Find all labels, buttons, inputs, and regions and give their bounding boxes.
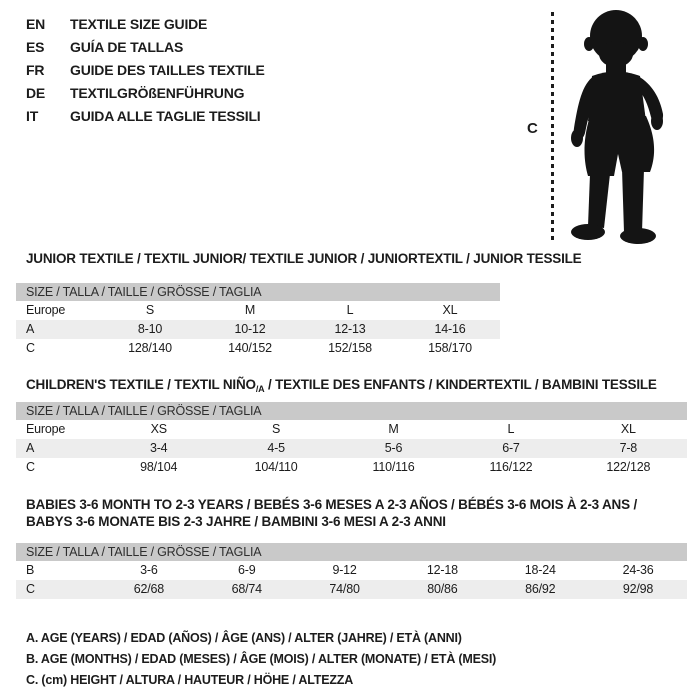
footnote-legend (26, 628, 496, 691)
row-label: C (26, 460, 35, 474)
row-label: Europe (26, 303, 66, 317)
babies-table-title (26, 496, 637, 530)
children-table-title (26, 377, 657, 394)
table-cell: 7-8 (619, 441, 638, 455)
table-cell: 14-16 (434, 322, 466, 336)
row-label: A (26, 322, 35, 336)
babies-size-table (16, 543, 687, 599)
table-row-height (16, 339, 500, 358)
table-row-months (16, 561, 687, 580)
language-title: TEXTILGRÖßENFÜHRUNG (70, 85, 245, 101)
footnote-b: B. AGE (MONTHS) / EDAD (MESES) / ÂGE (MOIS) / ALTER (MONATE) / ETÀ (MESI) (26, 652, 497, 666)
table-cell: 12-18 (426, 563, 458, 577)
size-header-bar: SIZE / TALLA / TAILLE / GRÖSSE / TAGLIA (16, 402, 687, 420)
table-cell: 6-9 (238, 563, 256, 577)
table-cell: 9-12 (332, 563, 357, 577)
title-line-2: BABYS 3-6 MONATE BIS 2-3 JAHRE / BAMBINI 3-6 MESI A 2-3 ANNI (26, 514, 446, 529)
table-row-height (16, 458, 687, 477)
table-cell: 110/116 (372, 460, 415, 474)
table-cell: XL (442, 303, 458, 317)
footnote-a: A. AGE (YEARS) / EDAD (AÑOS) / ÂGE (ANS) / ALTER (JAHRE) / ETÀ (ANNI) (26, 631, 462, 645)
table-cell: 3-6 (140, 563, 158, 577)
language-row-it (26, 105, 265, 128)
table-row-height (16, 580, 687, 599)
height-measure-dashed-line (551, 12, 554, 244)
table-cell: 116/122 (489, 460, 533, 474)
language-code: IT (26, 108, 39, 124)
table-row-age (16, 439, 687, 458)
language-title: GUIDE DES TAILLES TEXTILE (70, 62, 265, 78)
table-cell: 98/104 (140, 460, 178, 474)
table-cell: M (244, 303, 256, 317)
title-line-1: BABIES 3-6 MONTH TO 2-3 YEARS / BEBÉS 3-6 MESES A 2-3 AÑOS / BÉBÉS 3-6 MOIS À 2-3 ANS / (26, 497, 637, 512)
language-title: TEXTILE SIZE GUIDE (70, 16, 208, 32)
language-code: EN (26, 16, 46, 32)
language-row-es (26, 36, 265, 59)
table-cell: 10-12 (234, 322, 266, 336)
row-label: A (26, 441, 35, 455)
language-row-de (26, 82, 265, 105)
table-cell: 5-6 (384, 441, 403, 455)
table-cell: 74/80 (329, 582, 360, 596)
table-cell: 12-13 (334, 322, 366, 336)
junior-table-title: JUNIOR TEXTILE / TEXTIL JUNIOR/ TEXTILE JUNIOR / JUNIORTEXTIL / JUNIOR TESSILE (26, 251, 582, 266)
table-cell: 62/68 (133, 582, 165, 596)
children-size-table (16, 402, 687, 477)
table-row-age (16, 320, 500, 339)
table-cell: 86/92 (525, 582, 556, 596)
language-row-fr (26, 59, 265, 82)
table-cell: 122/128 (606, 460, 651, 474)
language-title: GUÍA DE TALLAS (70, 39, 184, 55)
junior-size-table (16, 283, 500, 358)
table-cell: 68/74 (231, 582, 262, 596)
table-cell: 4-5 (267, 441, 285, 455)
size-header-bar: SIZE / TALLA / TAILLE / GRÖSSE / TAGLIA (16, 283, 500, 301)
table-cell: 3-4 (149, 441, 168, 455)
toddler-silhouette (560, 6, 700, 246)
table-cell: M (388, 422, 399, 436)
table-cell: 8-10 (137, 322, 163, 336)
table-cell: 24-36 (622, 563, 654, 577)
table-cell: XL (620, 422, 636, 436)
table-cell: 158/170 (428, 341, 472, 355)
title-text: / TEXTILE DES ENFANTS / KINDERTEXTIL / BAMBINI TESSILE (264, 377, 657, 392)
table-cell: 18-24 (524, 563, 556, 577)
table-cell: 80/86 (427, 582, 458, 596)
language-code: DE (26, 85, 46, 101)
row-label: B (26, 563, 35, 577)
language-title: GUIDA ALLE TAGLIE TESSILI (70, 108, 261, 124)
table-cell: 6-7 (502, 441, 520, 455)
title-subscript: /A (255, 384, 265, 394)
table-cell: XS (150, 422, 167, 436)
table-cell: 152/158 (328, 341, 372, 355)
table-cell: S (272, 422, 281, 436)
table-cell: 104/110 (254, 460, 298, 474)
table-row-europe (16, 420, 687, 439)
table-cell: 92/98 (622, 582, 654, 596)
table-cell: L (346, 303, 354, 317)
row-label: Europe (26, 422, 66, 436)
language-code: FR (26, 62, 45, 78)
language-code: ES (26, 39, 45, 55)
title-text: CHILDREN'S TEXTILE / TEXTIL NIÑO (26, 377, 256, 392)
row-label: C (26, 341, 35, 355)
size-header-bar: SIZE / TALLA / TAILLE / GRÖSSE / TAGLIA (16, 543, 687, 561)
row-label: C (26, 582, 35, 596)
height-measure-label: C (527, 120, 538, 137)
language-title-list (26, 13, 265, 128)
table-cell: 140/152 (228, 341, 272, 355)
table-cell: 128/140 (128, 341, 172, 355)
footnote-c: C. (cm) HEIGHT / ALTURA / HAUTEUR / HÖHE / ALTEZZA (26, 673, 354, 687)
table-row-europe (16, 301, 500, 320)
table-cell: L (507, 422, 515, 436)
table-cell: S (145, 303, 155, 317)
language-row-en (26, 13, 265, 36)
